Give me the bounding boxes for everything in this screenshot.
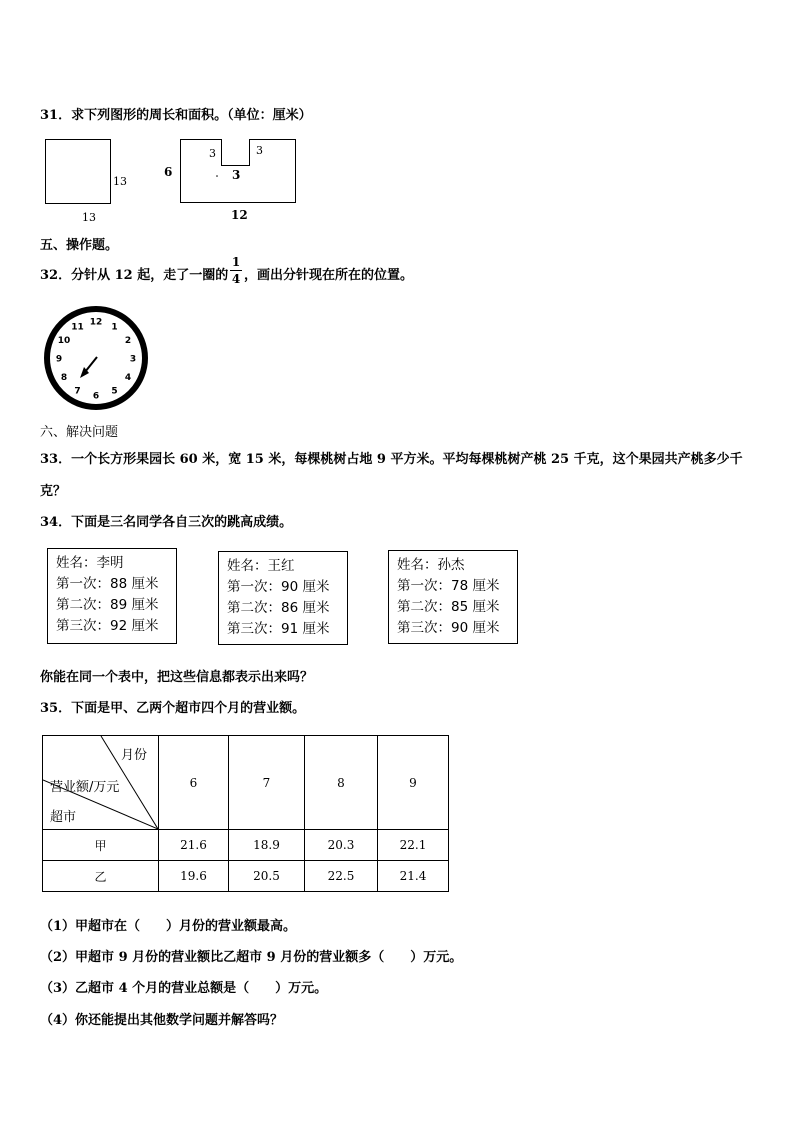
quarter-fraction — [230, 255, 242, 286]
student-card-liming — [47, 548, 177, 644]
card-name: 姓名：孙杰 — [397, 557, 465, 573]
q35-number: 35． — [40, 701, 72, 716]
cell-value: 18.9 — [229, 830, 305, 861]
fraction-denominator: 4 — [231, 272, 241, 286]
shape-label-bottom: 12 — [231, 208, 248, 222]
card-row: 第一次：90 厘米 — [227, 579, 330, 595]
shape-label-notch-left: 3 — [209, 147, 216, 160]
student-card-wanghong — [218, 551, 348, 645]
clock-numeral: 6 — [92, 391, 100, 402]
clock-numeral: 11 — [71, 322, 84, 333]
clock-numeral: 1 — [111, 322, 118, 333]
q35-sub-1: （1）甲超市在（ ）月份的营业额最高。 — [40, 919, 297, 934]
card-name: 姓名：李明 — [56, 555, 124, 571]
card-row: 第二次：86 厘米 — [227, 600, 330, 616]
q35-text: 下面是甲、乙两个超市四个月的营业额。 — [71, 701, 306, 716]
cell-value: 22.5 — [305, 861, 378, 892]
q34-title — [40, 511, 292, 530]
sales-table — [42, 735, 449, 892]
card-row: 第二次：85 厘米 — [397, 599, 500, 615]
shape-label-notch-right: 3 — [256, 144, 263, 157]
row-label: 甲 — [43, 830, 159, 861]
month-header: 8 — [305, 736, 378, 830]
clock-numeral: 12 — [89, 317, 103, 328]
header-month: 月份 — [121, 748, 148, 763]
q35-sub-4: （4）你还能提出其他数学问题并解答吗？ — [40, 1013, 284, 1028]
table-row — [43, 830, 449, 861]
card-row: 第三次：91 厘米 — [227, 621, 330, 637]
clock-hand — [85, 357, 97, 372]
card-row: 第一次：78 厘米 — [397, 578, 500, 594]
shape-label-notch-bottom: 3 — [232, 168, 241, 182]
header-market: 超市 — [50, 810, 77, 825]
q35-sub-2: （2）甲超市 9 月份的营业额比乙超市 9 月份的营业额多（ ）万元。 — [40, 950, 463, 965]
q33-line-2: 克？ — [40, 484, 67, 499]
table-row — [43, 861, 449, 892]
q32-number: 32． — [40, 268, 72, 283]
cell-value: 19.6 — [159, 861, 229, 892]
q32-line — [40, 264, 228, 283]
q33-number: 33． — [40, 452, 72, 467]
square-label-bottom: 13 — [82, 211, 96, 224]
q35-title — [40, 697, 305, 716]
clock-numeral: 4 — [124, 373, 132, 383]
card-row: 第一次：88 厘米 — [56, 576, 159, 592]
month-header: 9 — [378, 736, 449, 830]
cell-value: 21.4 — [378, 861, 449, 892]
square-shape — [46, 140, 111, 204]
clock-numeral: 3 — [129, 354, 137, 365]
cell-value: 21.6 — [159, 830, 229, 861]
q31-figures — [0, 0, 794, 260]
q32-text-a: 分针从 12 起，走了一圈的 — [71, 268, 229, 283]
clock-numeral: 9 — [55, 354, 63, 365]
month-header: 7 — [229, 736, 305, 830]
row-label: 乙 — [43, 861, 159, 892]
square-label-right: 13 — [113, 175, 127, 188]
clock-numeral: 7 — [74, 386, 81, 397]
q32-text-b: ，画出分针现在所在的位置。 — [244, 268, 414, 283]
q33-text-1: 一个长方形果园长 60 米，宽 15 米，每棵桃树占地 9 平方米。平均每棵桃树产桃 25 千克，这个果园共产桃多少千 — [71, 452, 743, 467]
card-row: 第三次：92 厘米 — [56, 618, 159, 634]
cell-value: 20.5 — [229, 861, 305, 892]
table-diagonal-header — [43, 736, 159, 830]
q34-text: 下面是三名同学各自三次的跳高成绩。 — [71, 515, 293, 530]
section-6-heading: 六、解决问题 — [40, 425, 119, 440]
clock-numeral: 2 — [124, 336, 132, 346]
q31-number: 31． — [40, 108, 72, 123]
clock-numeral: 10 — [57, 336, 71, 346]
q31-text: 求下列图形的周长和面积。（单位：厘米） — [71, 108, 312, 123]
fraction-numerator: 1 — [231, 255, 241, 269]
clock-numeral: 5 — [111, 386, 118, 397]
q35-sub-3: （3）乙超市 4 个月的营业总额是（ ）万元。 — [40, 981, 328, 996]
card-name: 姓名：王红 — [227, 558, 295, 574]
card-row: 第三次：90 厘米 — [397, 620, 500, 636]
q34-question: 你能在同一个表中，把这些信息都表示出来吗？ — [40, 670, 314, 685]
clock-face[interactable] — [40, 306, 150, 412]
month-header: 6 — [159, 736, 229, 830]
student-card-sunjie — [388, 550, 518, 644]
shape-label-left: 6 — [164, 165, 173, 179]
clock-numeral: 8 — [60, 373, 68, 383]
header-amount: 营业额/万元 — [50, 780, 120, 795]
cell-value: 22.1 — [378, 830, 449, 861]
q33-line-1 — [40, 448, 743, 467]
q34-number: 34． — [40, 515, 72, 530]
cell-value: 20.3 — [305, 830, 378, 861]
section-5-heading: 五、操作题。 — [40, 238, 119, 253]
card-row: 第二次：89 厘米 — [56, 597, 159, 613]
